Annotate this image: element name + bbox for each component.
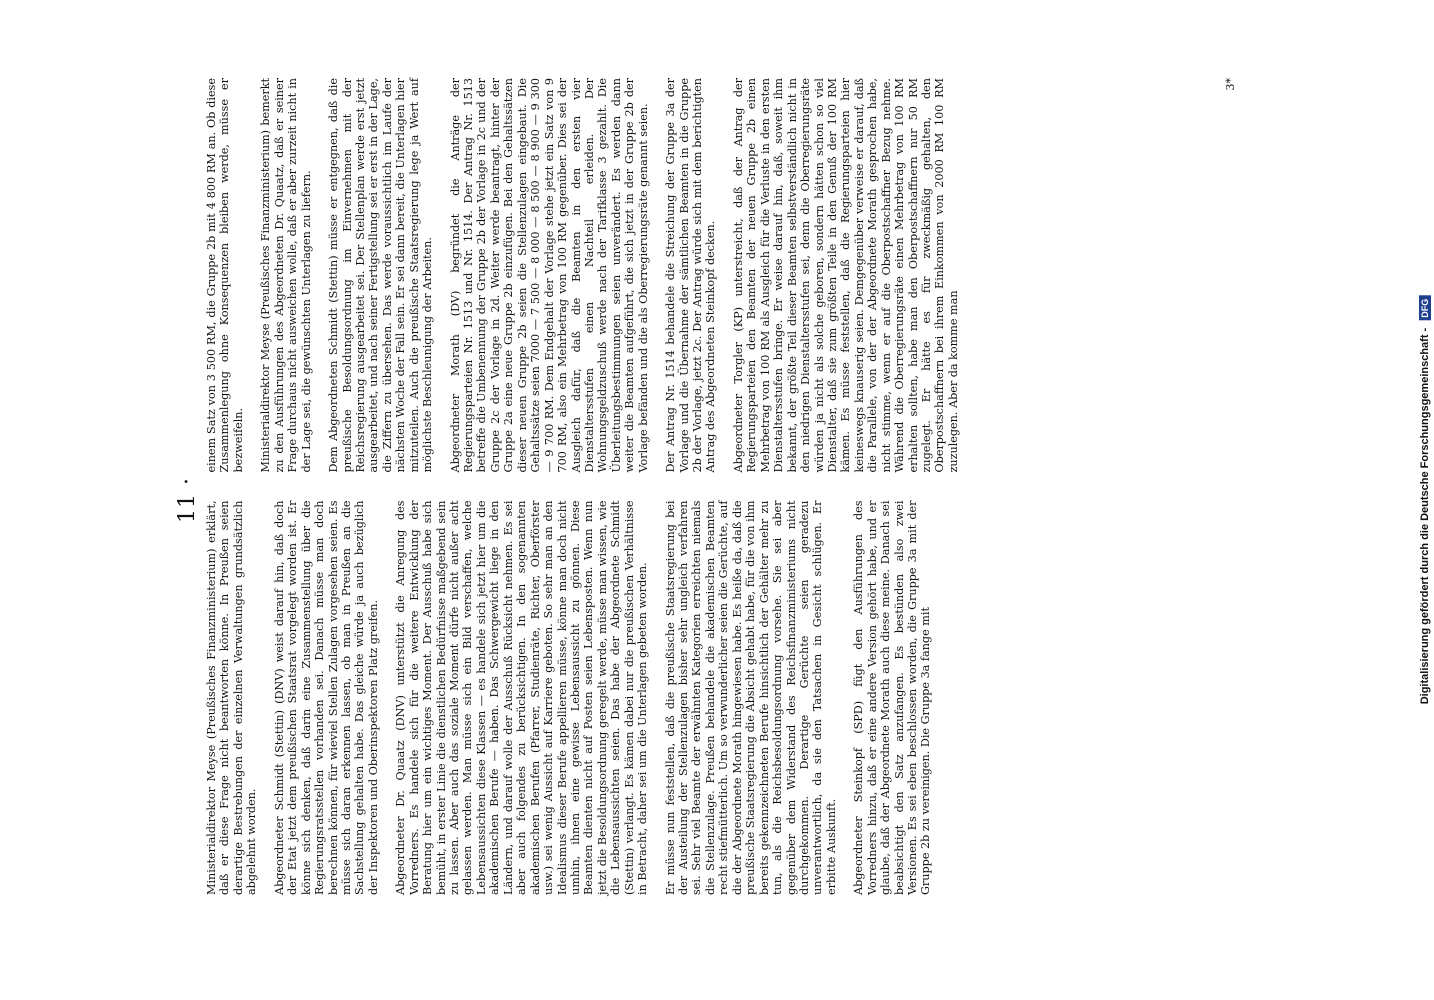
paragraph: Dem Abgeordneten Schmidt (Stettin) müsse er entgegnen, daß die preußische Besoldungsordnung im Einvernehmen mit der Reichsregierung ausgearbeitet sei. Der Stellenplan werde erst jetzt ausgearbeitet, und nach seiner Fertigstellung sei er erst in der Lage, die Ziffern zu übersehen. Das werde voraussichtlich im Laufe der nächsten Woche der Fall sein. Er sei dann bereit, die Unterlagen hier mitzuteilen. Auch die preußische Staatsregierung lege ja Wert auf möglichste Beschleunigung der Arbeiten.: [327, 78, 435, 473]
paragraph: Er müsse nun feststellen, daß die preußische Staatsregierung bei der Austeilung der Stellenzulagen bisher sehr ungleich verfahren sei. Sehr viel Beamte der erwähnten Kategorien erreichten niemals die Stellenzulage. Preußen behandele die akademischen Beamten recht stiefmütterlich. Um so verwunderlicher seien die Gerüchte, auf die der Abgeordnete Morath hingewiesen habe. Es heiße da, daß die preußische Staatsregierung die Absicht gehabt habe, für die von ihm bereits gekennzeichneten Berufe hinsichtlich der Gehälter mehr zu tun, als die Reichsbesoldungsordnung vorsehe. Sie sei aber gegenüber dem Widerstand des Reichsfinanzministeriums nicht durchgekommen. Derartige Gerüchte seien geradezu unverantwortlich, da sie den Tatsachen in Gesicht schlügen. Er erbitte Auskunft.: [663, 500, 838, 895]
paragraph: Abgeordneter Torgler (KP) unterstreicht, daß der Antrag der Regierungsparteien den Beamten der neuen Gruppe 2b einen Mehrbetrag von 100 RM als Ausgleich für die Verluste in den ersten Dienstaltersstufen bringe. Er weise darauf hin, daß, soweit ihm bekannt, der größte Teil dieser Beamten selbstverständlich nicht in den niedrigen Dienstaltersstufen sei, denn die Oberregierungsräte würden ja nicht als solche geboren, sondern hätten schon so viel Dienstalter, daß sie zum größten Teile in den Genuß der 100 RM kämen. Es müsse feststellen, daß die Regierungsparteien hier keineswegs knauserig seien. Demgegenüber verweise er darauf, daß die Parallele, von der der Abgeordnete Morath gesprochen habe, nicht stimme, wenn er auf die Oberpostschaffner Bezug nehme. Während die Oberregierungsräte einen Mehrbetrag von 100 RM erhalten sollten, habe man den Oberpostschaffnern nur 50 RM zugelegt. Er hätte es für zweckmäßig gehalten, den Oberpostschaffnern bei ihrem Einkommen von 2000 RM 100 RM zuzulegen. Aber da komme man: [731, 78, 960, 473]
text-columns: [205, 78, 1217, 895]
paragraph: Abgeordneter Dr. Quaatz (DNV) unterstützt die Anregung des Vorredners. Es handele sich für die weitere Entwicklung der Beratung hier um ein wichtiges Moment. Der Ausschuß habe sich bemüht, in erster Linie die dienstlichen Bedürfnisse maßgebend sein zu lassen. Aber auch das soziale Moment dürfe nicht außer acht gelassen werden. Man müsse sich ein Bild verschaffen, welche Lebensaussichten diese Klassen — es handele sich jetzt hier um die akademischen Berufe — haben. Das Schwergewicht liege in den Ländern, und darauf wolle der Ausschuß Rücksicht nehmen. Es sei aber auch folgendes zu berücksichtigen. In den sogenannten akademischen Berufen (Pfarrer, Studienräte, Richter, Oberförster usw.) sei wenig Aussicht auf Karriere geboten. So sehr man an den Idealismus dieser Berufe appellieren müsse, könne man doch nicht umhin, ihnen eine gewisse Lebensaussicht zu gönnen. Diese Beamten dienten nicht auf Posten seien Lebensposten. Wenn nun jetzt die Besoldungsordnung geregelt werde, müsse man wissen, wie die Lebensaussichten seien. Das habe der Abgeordnete Schmidt (Stettin) verlangt. Es kämen dabei nur die preußischen Verhältnisse in Betracht, daher sei um die Unterlagen gebeten worden.: [394, 500, 650, 895]
paragraph: Der Antrag Nr. 1514 behandele die Streichung der Gruppe 3a der Vorlage und die Übernahme der sämtlichen Beamten in die Gruppe 2b der Vorlage, jetzt 2c. Der Antrag würde sich mit dem berichtigten Antrag des Abgeordneten Steinkopf decken.: [664, 78, 718, 473]
right-column: [205, 78, 1217, 473]
dfg-badge: DFG: [1419, 296, 1431, 321]
page-number: 11 ·: [175, 477, 200, 523]
paragraph: Ministerialdirektor Meyse (Preußisches Finanzministerium) bemerkt zu den Ausführungen des Abgeordneten Dr. Quaatz, daß er seiner Frage durchaus nicht ausweichen wolle, daß er aber zurzeit nicht in der Lage sei, die gewünschten Unterlagen zu liefern.: [259, 78, 313, 473]
digitization-text: Digitalisierung gefördert durch die Deutsche Forschungsgemeinschaft -: [1419, 327, 1431, 705]
paragraph: Abgeordneter Morath (DV) begründet die Anträge der Regierungsparteien Nr. 1513 und Nr. 1514. Der Antrag Nr. 1513 betreffe die Umbenennung der Gruppe 2b der Vorlage in 2c und der Gruppe 2c der Vorlage in 2d. Weiter werde beantragt, hinter der Gruppe 2a eine neue Gruppe 2b einzufügen. Bei den Gehaltssätzen dieser neuen Gruppe 2b seien die Stellenzulagen eingebaut. Die Gehaltssätze seien 7000 — 7 500 — 8 000 — 8 500 — 8 900 — 9 300 — 9 700 RM. Dem Endgehalt der Vorlage stehe jetzt ein Satz von 9 700 RM, also ein Mehrbetrag von 100 RM gegenüber. Dies sei der Ausgleich dafür, daß die Beamten in den ersten vier Dienstaltersstufen einen Nachteil erleiden. Der Wohnungsgeldzuschuß werde nach der Tarifklasse 3 gezahlt. Die Überleitungsbestimmungen seien unverändert. Es werden dann weiter die Beamten aufgeführt, die sich jetzt in der Gruppe 2b der Vorlage befänden und die als Oberregierungsräte genannt seien.: [448, 78, 650, 473]
signature-mark: 3*: [1224, 78, 1237, 91]
digitization-note: [1419, 296, 1431, 705]
paragraph: Ministerialdirektor Meyse (Preußisches Finanzministerium) erklärt, daß er diese Frage nicht beantworten könne. In Preußen seien derartige Bestrebungen der einzelnen Verwaltungen grundsätzlich abgelehnt worden.: [205, 500, 259, 895]
paragraph: Abgeordneter Schmidt (Stettin) (DNV) weist darauf hin, daß doch der Etat jetzt dem preußischen Staatsrat vorgelegt worden ist. Er könne sich denken, daß darin eine Zusammenstellung über die Regierungsratsstellen vorhanden sei. Danach müsse man doch berechnen können, für wieviel Stellen Zulagen vorgesehen seien. Es müsse sich daran erkennen lassen, ob man in Preußen an die Sachstellung gehalten habe. Das gleiche würde ja auch bezüglich der Inspektoren und Oberinspektoren Platz greifen.: [272, 500, 380, 895]
paragraph: Abgeordneter Steinkopf (SPD) fügt den Ausführungen des Vorredners hinzu, daß er eine andere Version gehört habe, und er glaube, daß der Abgeordnete Morath auch diese meine. Danach sei beabsichtigt den Satz anzufangen. Es bestünden also zwei Versionen. Es sei eben beschlossen worden, die Gruppe 3a mit der Gruppe 2b zu vereinigen. Die Gruppe 3a fange mit: [852, 500, 933, 895]
document-page: [117, 0, 1317, 1000]
paragraph: einem Satz von 3 500 RM, die Gruppe 2b mit 4 800 RM an. Ob diese Zusammenlegung ohne Konsequenzen bleiben werde, müsse er bezweifeln.: [205, 78, 245, 473]
left-column: [205, 501, 1217, 896]
